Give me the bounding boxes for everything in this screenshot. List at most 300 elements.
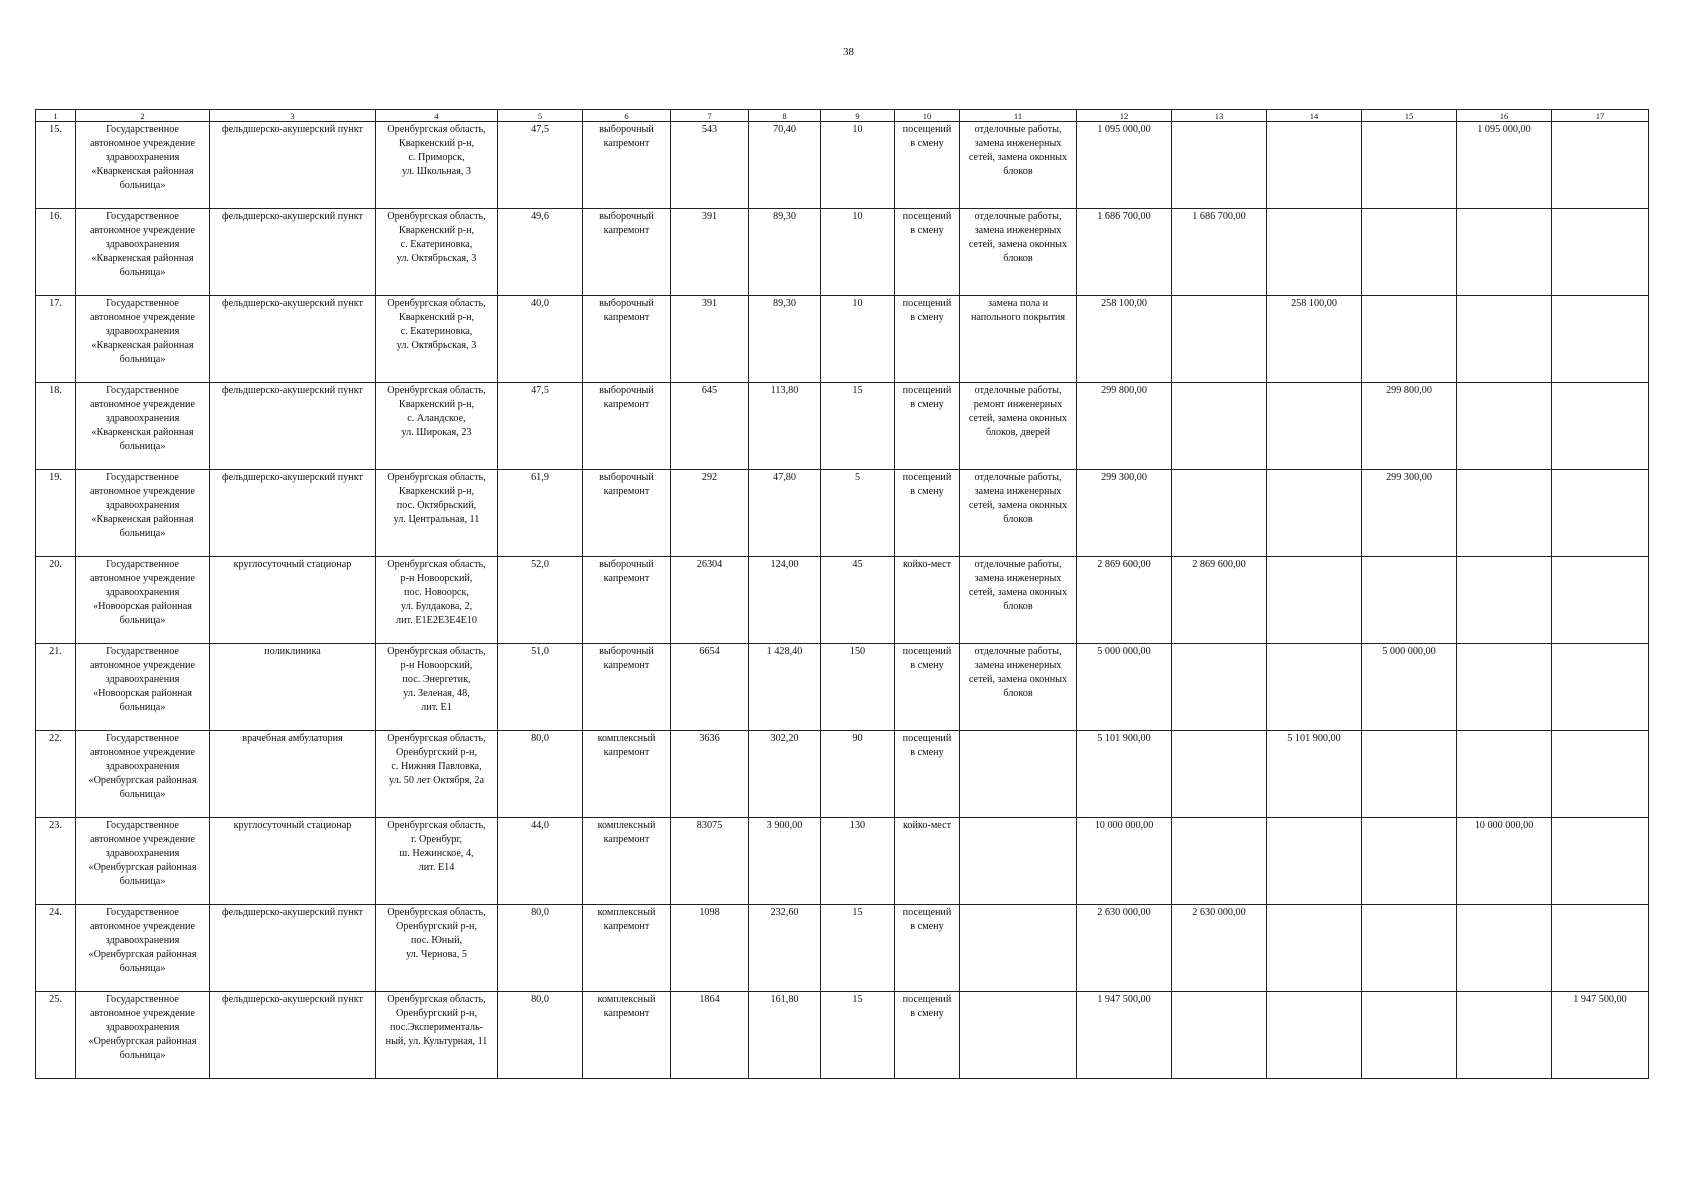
column-number-17: 17: [1552, 110, 1649, 122]
cell-line: ный, ул. Культурная, 11: [385, 1036, 488, 1047]
cell-line: «Оренбургская районная: [88, 1036, 197, 1047]
row-number: 17.: [36, 296, 76, 383]
cell-line: больница»: [119, 354, 166, 365]
cell-line: здравоохранения: [105, 1022, 180, 1033]
cell-line: больница»: [119, 615, 166, 626]
cell-line: в смену: [910, 486, 944, 497]
amount-c15: [1362, 209, 1457, 296]
works-description: [960, 644, 1077, 731]
column-8-value: 161,80: [749, 992, 821, 1079]
column-number-14: 14: [1267, 110, 1362, 122]
column-number-row: [36, 110, 1649, 122]
column-number-6: 6: [583, 110, 671, 122]
amount-c16: [1457, 557, 1552, 644]
cell-line: ул. Школьная, 3: [401, 166, 472, 177]
facility-type: фельдшерско-акушерский пункт: [210, 992, 376, 1079]
amount-c12: 2 630 000,00: [1077, 905, 1172, 992]
cell-line: капремонт: [603, 921, 650, 932]
column-number-4: 4: [376, 110, 498, 122]
cell-line: капремонт: [603, 573, 650, 584]
cell-line: посещений: [902, 733, 952, 744]
column-number-1: 1: [36, 110, 76, 122]
amount-c13: [1172, 731, 1267, 818]
amount-c14: [1267, 209, 1362, 296]
amount-c17: [1552, 122, 1649, 209]
repair-type: [583, 905, 671, 992]
cell-line: лит. Е1: [421, 702, 452, 713]
cell-line: Государственное: [106, 994, 179, 1005]
institution-name: [76, 122, 210, 209]
row-number: 15.: [36, 122, 76, 209]
facility-address: [376, 296, 498, 383]
amount-c14: 5 101 900,00: [1267, 731, 1362, 818]
cell-line: сетей, замена оконных: [968, 500, 1068, 511]
facility-type: фельдшерско-акушерский пункт: [210, 470, 376, 557]
repair-type: [583, 296, 671, 383]
amount-c17: 1 947 500,00: [1552, 992, 1649, 1079]
cell-line: выборочный: [599, 298, 654, 309]
cell-line: сетей, замена оконных: [968, 239, 1068, 250]
cell-line: здравоохранения: [105, 413, 180, 424]
cell-line: Государственное: [106, 733, 179, 744]
capacity-unit: [895, 209, 960, 296]
amount-c14: [1267, 557, 1362, 644]
amount-c15: 5 000 000,00: [1362, 644, 1457, 731]
cell-line: Оренбургская область,: [387, 211, 486, 222]
cell-line: Оренбургский р-н,: [396, 1008, 477, 1019]
cell-line: здравоохранения: [105, 587, 180, 598]
table-row: [36, 296, 1649, 383]
facility-type: фельдшерско-акушерский пункт: [210, 383, 376, 470]
institution-name: [76, 731, 210, 818]
cell-line: больница»: [119, 180, 166, 191]
cell-line: лит. Е1Е2Е3Е4Е10: [396, 615, 477, 626]
repair-type: [583, 818, 671, 905]
row-number: 19.: [36, 470, 76, 557]
column-7-value: 543: [671, 122, 749, 209]
works-description: [960, 470, 1077, 557]
works-description: [960, 209, 1077, 296]
amount-c12: 1 686 700,00: [1077, 209, 1172, 296]
cell-line: капремонт: [603, 1008, 650, 1019]
cell-line: ул. Чернова, 5: [406, 949, 467, 960]
amount-c12: 1 947 500,00: [1077, 992, 1172, 1079]
cell-line: больница»: [119, 267, 166, 278]
cell-line: здравоохранения: [105, 848, 180, 859]
works-description: [960, 818, 1077, 905]
amount-c15: [1362, 557, 1457, 644]
amount-c17: [1552, 209, 1649, 296]
capacity-value: 5: [821, 470, 895, 557]
cell-line: здравоохранения: [105, 239, 180, 250]
repair-type: [583, 557, 671, 644]
cell-line: выборочный: [599, 385, 654, 396]
facility-type: врачебная амбулатория: [210, 731, 376, 818]
cell-line: Государственное: [106, 646, 179, 657]
amount-c12: 1 095 000,00: [1077, 122, 1172, 209]
amount-c16: 10 000 000,00: [1457, 818, 1552, 905]
capacity-value: 90: [821, 731, 895, 818]
cell-line: койко-мест: [902, 559, 952, 570]
cell-line: посещений: [902, 472, 952, 483]
amount-c13: 2 630 000,00: [1172, 905, 1267, 992]
cell-line: Оренбургский р-н,: [396, 747, 477, 758]
column-5-value: 52,0: [498, 557, 583, 644]
cell-line: больница»: [119, 702, 166, 713]
works-description: [960, 122, 1077, 209]
amount-c16: 1 095 000,00: [1457, 122, 1552, 209]
table-row: [36, 557, 1649, 644]
cell-line: Государственное: [106, 559, 179, 570]
cell-line: в смену: [910, 660, 944, 671]
row-number: 21.: [36, 644, 76, 731]
cell-line: капремонт: [603, 486, 650, 497]
cell-line: с. Екатериновка,: [400, 326, 473, 337]
repair-type: [583, 209, 671, 296]
cell-line: «Кваркенская районная: [91, 427, 194, 438]
cell-line: блоков: [1003, 601, 1033, 612]
cell-line: «Оренбургская районная: [88, 862, 197, 873]
cell-line: здравоохранения: [105, 152, 180, 163]
facility-address: [376, 992, 498, 1079]
column-8-value: 3 900,00: [749, 818, 821, 905]
row-number: 24.: [36, 905, 76, 992]
amount-c15: 299 800,00: [1362, 383, 1457, 470]
capacity-value: 15: [821, 383, 895, 470]
column-7-value: 6654: [671, 644, 749, 731]
table-row: [36, 644, 1649, 731]
capacity-unit: [895, 731, 960, 818]
table-row: [36, 992, 1649, 1079]
cell-line: ул. Октябрьская, 3: [396, 340, 477, 351]
column-8-value: 232,60: [749, 905, 821, 992]
amount-c14: [1267, 383, 1362, 470]
cell-line: «Кваркенская районная: [91, 166, 194, 177]
cell-line: Оренбургская область,: [387, 820, 486, 831]
institution-name: [76, 557, 210, 644]
amount-c17: [1552, 731, 1649, 818]
facility-address: [376, 209, 498, 296]
amount-c17: [1552, 296, 1649, 383]
works-description: [960, 383, 1077, 470]
facility-address: [376, 383, 498, 470]
capacity-value: 15: [821, 905, 895, 992]
repair-program-table: [35, 109, 1649, 1079]
cell-line: ремонт инженерных: [973, 399, 1063, 410]
facility-address: [376, 644, 498, 731]
capacity-value: 10: [821, 296, 895, 383]
cell-line: капремонт: [603, 225, 650, 236]
column-8-value: 302,20: [749, 731, 821, 818]
cell-line: выборочный: [599, 211, 654, 222]
row-number: 16.: [36, 209, 76, 296]
cell-line: Оренбургский р-н,: [396, 921, 477, 932]
cell-line: отделочные работы,: [974, 211, 1062, 222]
amount-c14: [1267, 905, 1362, 992]
facility-type: фельдшерско-акушерский пункт: [210, 209, 376, 296]
amount-c16: [1457, 905, 1552, 992]
amount-c15: [1362, 992, 1457, 1079]
cell-line: посещений: [902, 124, 952, 135]
facility-address: [376, 557, 498, 644]
cell-line: в смену: [910, 399, 944, 410]
cell-line: сетей, замена оконных: [968, 674, 1068, 685]
cell-line: Государственное: [106, 907, 179, 918]
cell-line: отделочные работы,: [974, 124, 1062, 135]
column-number-12: 12: [1077, 110, 1172, 122]
row-number: 22.: [36, 731, 76, 818]
column-7-value: 26304: [671, 557, 749, 644]
capacity-unit: [895, 557, 960, 644]
amount-c12: 2 869 600,00: [1077, 557, 1172, 644]
column-8-value: 89,30: [749, 209, 821, 296]
cell-line: пос. Юный,: [410, 935, 463, 946]
cell-line: блоков: [1003, 253, 1033, 264]
cell-line: пос. Октябрьский,: [396, 500, 477, 511]
capacity-unit: [895, 470, 960, 557]
cell-line: автономное учреждение: [89, 312, 196, 323]
cell-line: замена инженерных: [974, 486, 1062, 497]
column-5-value: 61,9: [498, 470, 583, 557]
cell-line: посещений: [902, 994, 952, 1005]
column-number-11: 11: [960, 110, 1077, 122]
capacity-unit: [895, 992, 960, 1079]
capacity-unit: [895, 905, 960, 992]
cell-line: выборочный: [599, 559, 654, 570]
amount-c14: [1267, 992, 1362, 1079]
cell-line: пос.Эксперименталь-: [389, 1022, 484, 1033]
works-description: [960, 731, 1077, 818]
institution-name: [76, 992, 210, 1079]
capacity-value: 10: [821, 122, 895, 209]
cell-line: Оренбургская область,: [387, 298, 486, 309]
cell-line: ул. Октябрьская, 3: [396, 253, 477, 264]
amount-c15: [1362, 905, 1457, 992]
column-number-15: 15: [1362, 110, 1457, 122]
amount-c17: [1552, 644, 1649, 731]
institution-name: [76, 644, 210, 731]
column-number-5: 5: [498, 110, 583, 122]
amount-c14: [1267, 122, 1362, 209]
cell-line: койко-мест: [902, 820, 952, 831]
row-number: 25.: [36, 992, 76, 1079]
cell-line: блоков: [1003, 688, 1033, 699]
cell-line: ул. Центральная, 11: [393, 514, 480, 525]
facility-type: поликлиника: [210, 644, 376, 731]
amount-c12: 5 101 900,00: [1077, 731, 1172, 818]
cell-line: здравоохранения: [105, 935, 180, 946]
capacity-unit: [895, 122, 960, 209]
cell-line: блоков: [1003, 514, 1033, 525]
amount-c15: [1362, 296, 1457, 383]
column-8-value: 47,80: [749, 470, 821, 557]
facility-address: [376, 731, 498, 818]
column-7-value: 292: [671, 470, 749, 557]
cell-line: лит. Е14: [418, 862, 455, 873]
column-7-value: 391: [671, 209, 749, 296]
cell-line: блоков: [1003, 166, 1033, 177]
cell-line: «Кваркенская районная: [91, 514, 194, 525]
amount-c13: [1172, 470, 1267, 557]
table-row: [36, 122, 1649, 209]
cell-line: с. Приморск,: [408, 152, 465, 163]
cell-line: Оренбургская область,: [387, 559, 486, 570]
amount-c12: 10 000 000,00: [1077, 818, 1172, 905]
cell-line: Государственное: [106, 124, 179, 135]
cell-line: в смену: [910, 225, 944, 236]
cell-line: ул. Широкая, 23: [401, 427, 472, 438]
repair-type: [583, 992, 671, 1079]
cell-line: ул. Зеленая, 48,: [403, 688, 470, 699]
facility-address: [376, 818, 498, 905]
amount-c12: 5 000 000,00: [1077, 644, 1172, 731]
table-row: [36, 905, 1649, 992]
column-5-value: 49,6: [498, 209, 583, 296]
cell-line: напольного покрытия: [970, 312, 1066, 323]
cell-line: в смену: [910, 921, 944, 932]
amount-c15: 299 300,00: [1362, 470, 1457, 557]
column-7-value: 645: [671, 383, 749, 470]
column-5-value: 80,0: [498, 992, 583, 1079]
cell-line: автономное учреждение: [89, 834, 196, 845]
cell-line: посещений: [902, 907, 952, 918]
cell-line: выборочный: [599, 646, 654, 657]
cell-line: здравоохранения: [105, 674, 180, 685]
amount-c13: [1172, 296, 1267, 383]
amount-c13: 1 686 700,00: [1172, 209, 1267, 296]
cell-line: капремонт: [603, 138, 650, 149]
cell-line: ул. Булдакова, 2,: [400, 601, 473, 612]
capacity-value: 10: [821, 209, 895, 296]
cell-line: замена инженерных: [974, 660, 1062, 671]
cell-line: комплексный: [597, 733, 656, 744]
works-description: [960, 905, 1077, 992]
amount-c16: [1457, 992, 1552, 1079]
column-number-8: 8: [749, 110, 821, 122]
column-8-value: 70,40: [749, 122, 821, 209]
amount-c16: [1457, 731, 1552, 818]
column-5-value: 44,0: [498, 818, 583, 905]
cell-line: комплексный: [597, 907, 656, 918]
cell-line: замена пола и: [987, 298, 1049, 309]
cell-line: сетей, замена оконных: [968, 413, 1068, 424]
cell-line: Кваркенский р-н,: [398, 486, 475, 497]
institution-name: [76, 818, 210, 905]
cell-line: «Новоорская районная: [93, 688, 192, 699]
capacity-value: 45: [821, 557, 895, 644]
amount-c12: 258 100,00: [1077, 296, 1172, 383]
capacity-value: 130: [821, 818, 895, 905]
column-5-value: 51,0: [498, 644, 583, 731]
table-row: [36, 383, 1649, 470]
row-number: 18.: [36, 383, 76, 470]
cell-line: р-н Новоорский,: [400, 660, 473, 671]
facility-address: [376, 470, 498, 557]
cell-line: автономное учреждение: [89, 1008, 196, 1019]
facility-type: круглосуточный стационар: [210, 818, 376, 905]
cell-line: больница»: [119, 789, 166, 800]
amount-c16: [1457, 383, 1552, 470]
column-number-9: 9: [821, 110, 895, 122]
facility-type: фельдшерско-акушерский пункт: [210, 122, 376, 209]
amount-c17: [1552, 383, 1649, 470]
cell-line: сетей, замена оконных: [968, 152, 1068, 163]
facility-type: круглосуточный стационар: [210, 557, 376, 644]
cell-line: отделочные работы,: [974, 385, 1062, 396]
column-5-value: 80,0: [498, 731, 583, 818]
cell-line: здравоохранения: [105, 761, 180, 772]
cell-line: р-н Новоорский,: [400, 573, 473, 584]
cell-line: с. Нижняя Павловка,: [391, 761, 482, 772]
facility-type: фельдшерско-акушерский пункт: [210, 296, 376, 383]
cell-line: Государственное: [106, 385, 179, 396]
cell-line: «Новоорская районная: [93, 601, 192, 612]
page-number: 38: [843, 46, 854, 58]
capacity-unit: [895, 296, 960, 383]
cell-line: Оренбургская область,: [387, 472, 486, 483]
cell-line: Кваркенский р-н,: [398, 138, 475, 149]
cell-line: сетей, замена оконных: [968, 587, 1068, 598]
capacity-unit: [895, 644, 960, 731]
cell-line: в смену: [910, 138, 944, 149]
cell-line: больница»: [119, 441, 166, 452]
column-number-3: 3: [210, 110, 376, 122]
cell-line: ш. Нежинское, 4,: [399, 848, 474, 859]
amount-c16: [1457, 209, 1552, 296]
cell-line: Кваркенский р-н,: [398, 225, 475, 236]
capacity-unit: [895, 818, 960, 905]
cell-line: автономное учреждение: [89, 921, 196, 932]
cell-line: капремонт: [603, 834, 650, 845]
works-description: [960, 557, 1077, 644]
cell-line: в смену: [910, 312, 944, 323]
works-description: [960, 992, 1077, 1079]
column-8-value: 89,30: [749, 296, 821, 383]
cell-line: автономное учреждение: [89, 747, 196, 758]
column-5-value: 47,5: [498, 383, 583, 470]
amount-c13: [1172, 818, 1267, 905]
amount-c14: [1267, 470, 1362, 557]
table-row: [36, 470, 1649, 557]
column-8-value: 124,00: [749, 557, 821, 644]
cell-line: с. Екатериновка,: [400, 239, 473, 250]
amount-c14: [1267, 644, 1362, 731]
cell-line: отделочные работы,: [974, 559, 1062, 570]
cell-line: блоков, дверей: [985, 427, 1051, 438]
works-description: [960, 296, 1077, 383]
cell-line: автономное учреждение: [89, 573, 196, 584]
column-7-value: 391: [671, 296, 749, 383]
cell-line: Кваркенский р-н,: [398, 312, 475, 323]
facility-address: [376, 905, 498, 992]
cell-line: в смену: [910, 747, 944, 758]
cell-line: посещений: [902, 385, 952, 396]
cell-line: автономное учреждение: [89, 486, 196, 497]
cell-line: выборочный: [599, 124, 654, 135]
cell-line: Оренбургская область,: [387, 733, 486, 744]
repair-type: [583, 470, 671, 557]
column-5-value: 47,5: [498, 122, 583, 209]
row-number: 20.: [36, 557, 76, 644]
institution-name: [76, 383, 210, 470]
cell-line: капремонт: [603, 660, 650, 671]
cell-line: отделочные работы,: [974, 472, 1062, 483]
amount-c14: 258 100,00: [1267, 296, 1362, 383]
cell-line: «Оренбургская районная: [88, 949, 197, 960]
column-7-value: 1098: [671, 905, 749, 992]
cell-line: замена инженерных: [974, 573, 1062, 584]
cell-line: «Кваркенская районная: [91, 253, 194, 264]
